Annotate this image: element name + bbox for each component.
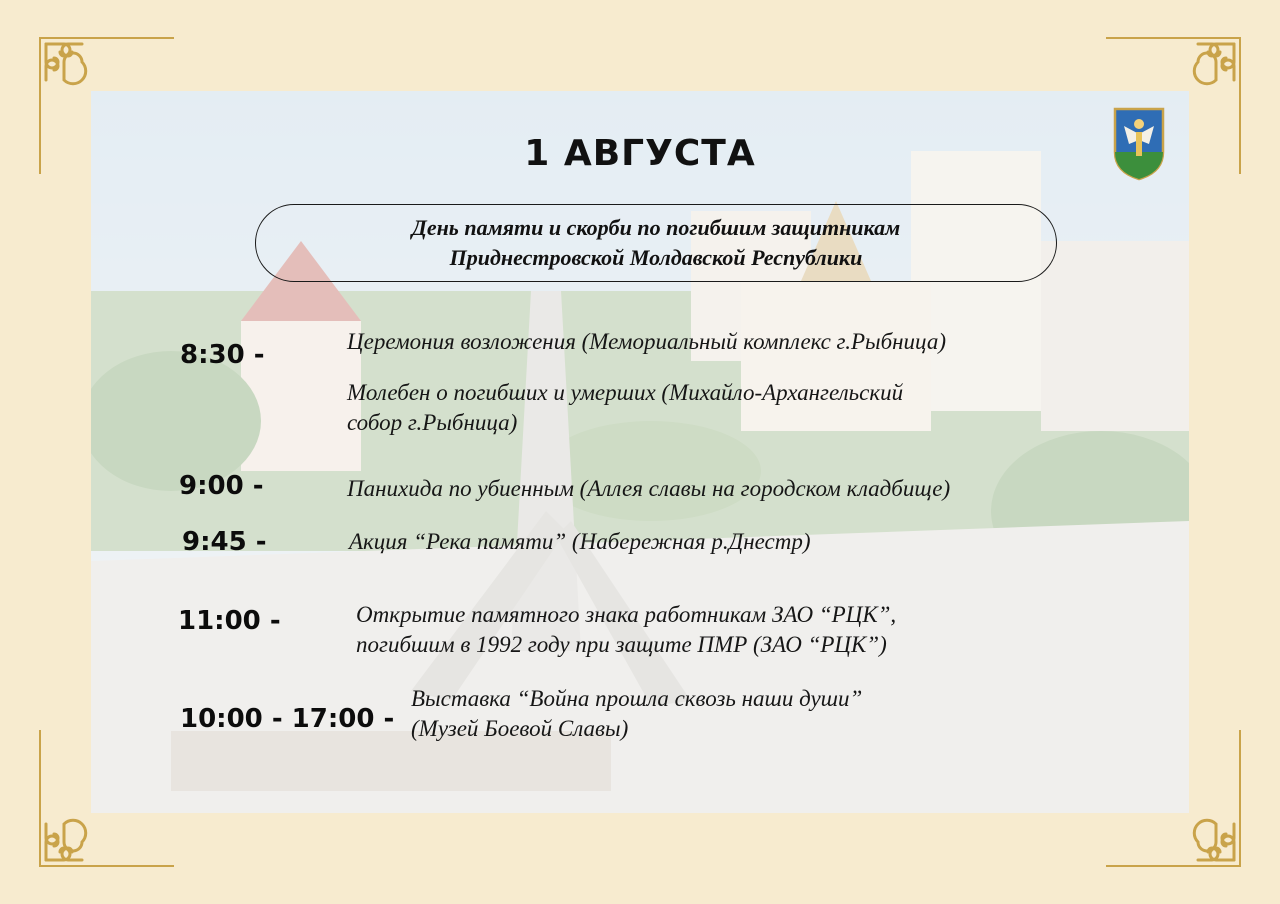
event-time: 9:00 - (179, 471, 264, 501)
event-time: 10:00 - 17:00 - (180, 704, 395, 734)
event-description: Молебен о погибших и умерших (Михайло-Архангельский собор г.Рыбница) (347, 380, 904, 435)
event-time: 9:45 - (182, 527, 267, 557)
event-description: Церемония возложения (Мемориальный комплекс г.Рыбница) (347, 329, 946, 354)
event-time: 8:30 - (180, 340, 265, 370)
subtitle-line-2: Приднестровской Молдавской Республики (449, 245, 863, 270)
subtitle-line-1: День памяти и скорби по погибшим защитникам (411, 215, 901, 240)
event-description: Акция “Река памяти” (Набережная р.Днестр) (349, 529, 811, 554)
event-description: Открытие памятного знака работникам ЗАО “РЦК”, погибшим в 1992 году при защите ПМР (ЗАО “РЦК”) (356, 602, 897, 657)
event-description: Выставка “Война прошла сквозь наши души” (Музей Боевой Славы) (411, 686, 863, 741)
subtitle-badge (255, 204, 1057, 282)
page-title: 1 АВГУСТА (524, 133, 756, 174)
event-time: 11:00 - (178, 606, 281, 636)
event-description: Панихида по убиенным (Аллея славы на городском кладбище) (347, 476, 951, 501)
